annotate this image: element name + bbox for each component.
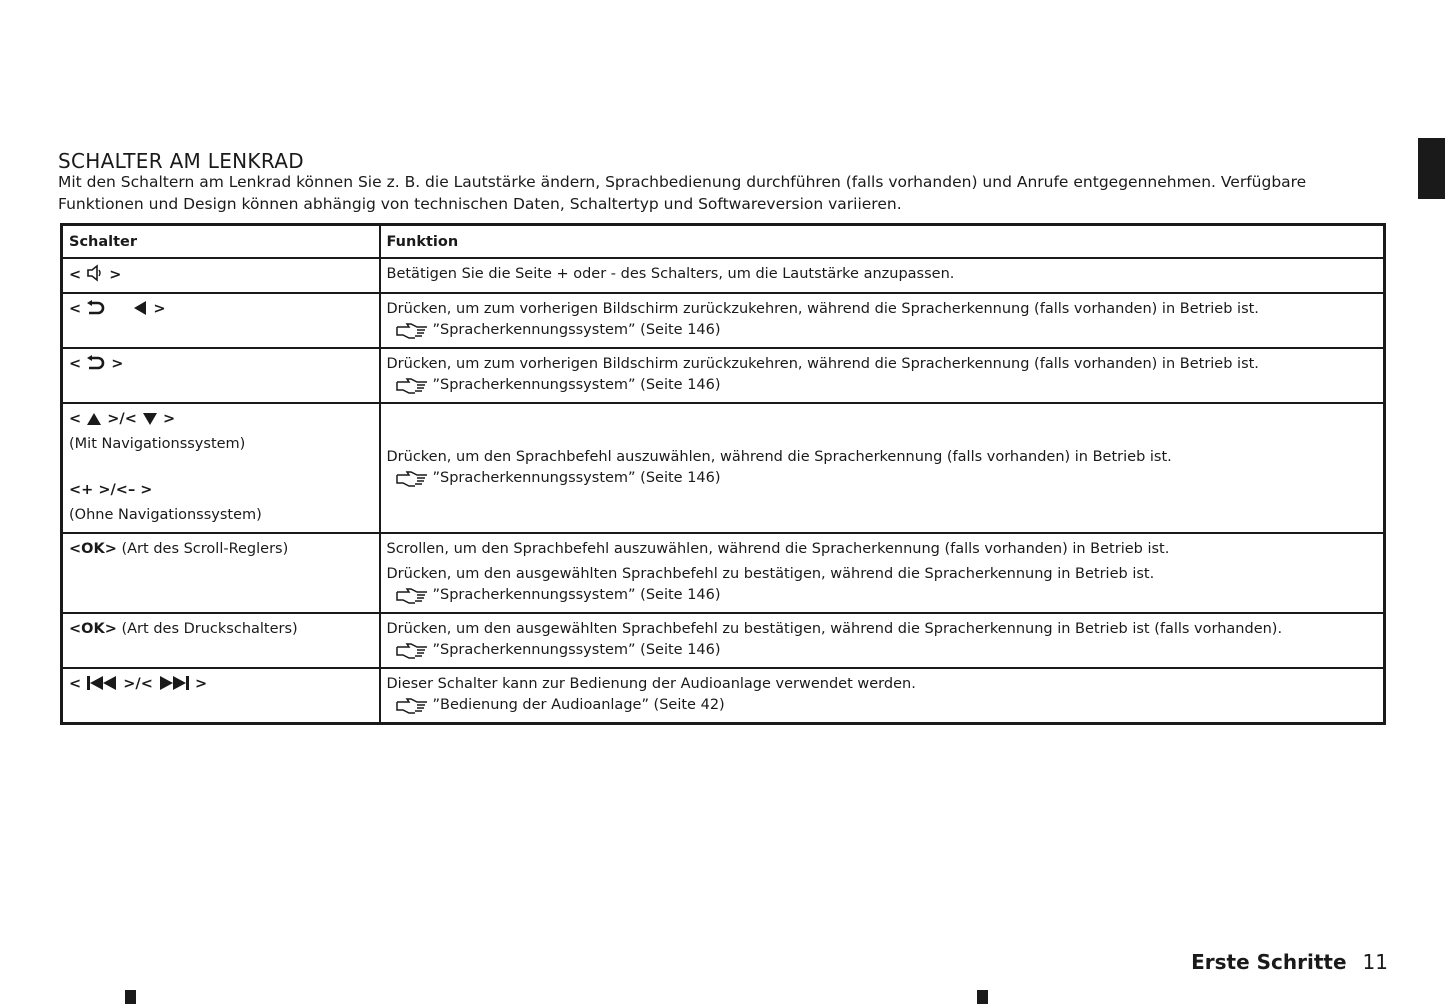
speaker-icon (86, 267, 109, 283)
table-row (62, 258, 1385, 293)
hand-pointer-icon (395, 642, 433, 658)
switch-note: (Ohne Navigationssystem) (69, 507, 262, 523)
intro-line: Funktionen und Design können abhängig von technischen Daten, Schaltertyp und Softwareversion variieren. (58, 195, 902, 213)
hand-pointer-icon (395, 470, 433, 486)
table-row (62, 403, 1385, 533)
switch-alt-label: <+ >/<– > (69, 482, 153, 498)
header-function: Funktion (380, 225, 1385, 259)
header-switch: Schalter (62, 225, 380, 259)
function-text: Drücken, um den ausgewählten Sprachbefehl zu bestätigen, während die Spracherkennung in Betrieb ist. (386, 566, 1155, 582)
crop-mark (977, 990, 988, 1004)
function-text: Betätigen Sie die Seite + oder - des Schalters, um die Lautstärke anzupassen. (386, 266, 955, 282)
switch-cell (62, 668, 380, 724)
separator: >/< (123, 676, 153, 692)
switch-cell (62, 403, 380, 533)
switch-label: <OK> (69, 621, 117, 637)
switch-cell (62, 613, 380, 668)
function-text: Drücken, um den Sprachbefehl auszuwählen, während die Spracherkennung (falls vorhanden) in Betrieb ist. (386, 448, 1172, 465)
function-cell (380, 258, 1385, 293)
bracket-open: < (69, 301, 82, 317)
bracket-open: < (69, 356, 82, 372)
switch-cell (62, 533, 380, 613)
reference-text: ”Spracherkennungssystem” (Seite 146) (432, 377, 721, 393)
intro-paragraph (58, 171, 1393, 215)
skip-back-icon (86, 676, 118, 692)
skip-forward-icon (158, 676, 190, 692)
triangle-left-icon (132, 301, 153, 317)
function-text: Drücken, um zum vorherigen Bildschirm zurückzukehren, während die Spracherkennung (falls vorhanden) in Betrieb ist. (386, 301, 1259, 317)
hand-pointer-icon (395, 587, 433, 603)
reference-text: ”Spracherkennungssystem” (Seite 146) (432, 587, 721, 603)
bracket-close: > (195, 676, 208, 692)
triangle-down-icon (142, 411, 158, 427)
bracket-close: > (153, 301, 166, 317)
crop-mark (125, 990, 136, 1004)
function-cell (380, 613, 1385, 668)
bracket-open: < (69, 411, 82, 427)
switch-note: (Mit Navigationssystem) (69, 436, 246, 452)
function-text: Drücken, um zum vorherigen Bildschirm zurückzukehren, während die Spracherkennung (falls vorhanden) in Betrieb ist. (386, 356, 1259, 372)
bracket-open: < (69, 676, 82, 692)
table-row (62, 293, 1385, 348)
reference-text: ”Spracherkennungssystem” (Seite 146) (432, 322, 721, 338)
function-text: Scrollen, um den Sprachbefehl auszuwählen, während die Spracherkennung (falls vorhanden) in Betrieb ist. (386, 541, 1170, 557)
table-header-row (62, 225, 1385, 259)
function-cell (380, 348, 1385, 403)
hand-pointer-icon (395, 377, 433, 393)
page-reference[interactable] (387, 695, 1378, 716)
page-reference[interactable] (387, 640, 1378, 661)
reference-text: ”Bedienung der Audioanlage” (Seite 42) (432, 697, 725, 713)
hand-pointer-icon (395, 697, 433, 713)
table-row (62, 613, 1385, 668)
switch-function-table (60, 223, 1386, 725)
intro-line: Mit den Schaltern am Lenkrad können Sie z. B. die Lautstärke ändern, Sprachbedienung durchführen (falls vorhanden) und Anrufe entgegennehmen. Verfügbare (58, 173, 1307, 191)
function-text: Drücken, um den ausgewählten Sprachbefehl zu bestätigen, während die Spracherkennung in Betrieb ist (falls vorhanden). (386, 621, 1283, 637)
back-arrow-icon (86, 356, 111, 372)
separator: >/< (107, 411, 137, 427)
page-reference[interactable] (387, 320, 1378, 341)
switch-description: (Art des Scroll-Reglers) (121, 541, 289, 557)
function-text: Dieser Schalter kann zur Bedienung der Audioanlage verwendet werden. (386, 676, 916, 692)
bracket-close: > (111, 356, 124, 372)
table-row (62, 533, 1385, 613)
bracket-open: < (69, 267, 82, 283)
switch-cell (62, 258, 380, 293)
switch-cell (62, 293, 380, 348)
section-title: SCHALTER AM LENKRAD (58, 148, 304, 173)
switch-label: <OK> (69, 541, 117, 557)
switch-cell (62, 348, 380, 403)
bracket-close: > (109, 267, 122, 283)
triangle-up-icon (86, 411, 102, 427)
page-number: 11 (1362, 950, 1388, 974)
table-row (62, 348, 1385, 403)
reference-text: ”Spracherkennungssystem” (Seite 146) (432, 469, 721, 486)
page-reference[interactable] (387, 585, 1378, 606)
table-row (62, 668, 1385, 724)
page-reference[interactable] (387, 468, 1378, 489)
back-arrow-icon (86, 301, 111, 317)
switch-description: (Art des Druckschalters) (121, 621, 298, 637)
page-footer (1191, 950, 1388, 974)
page-reference[interactable] (387, 375, 1378, 396)
hand-pointer-icon (395, 322, 433, 338)
chapter-name: Erste Schritte (1191, 950, 1347, 974)
function-cell (380, 403, 1385, 533)
function-cell (380, 293, 1385, 348)
chapter-tab-marker (1418, 138, 1445, 199)
function-cell (380, 533, 1385, 613)
function-cell (380, 668, 1385, 724)
reference-text: ”Spracherkennungssystem” (Seite 146) (432, 642, 721, 658)
bracket-close: > (163, 411, 176, 427)
